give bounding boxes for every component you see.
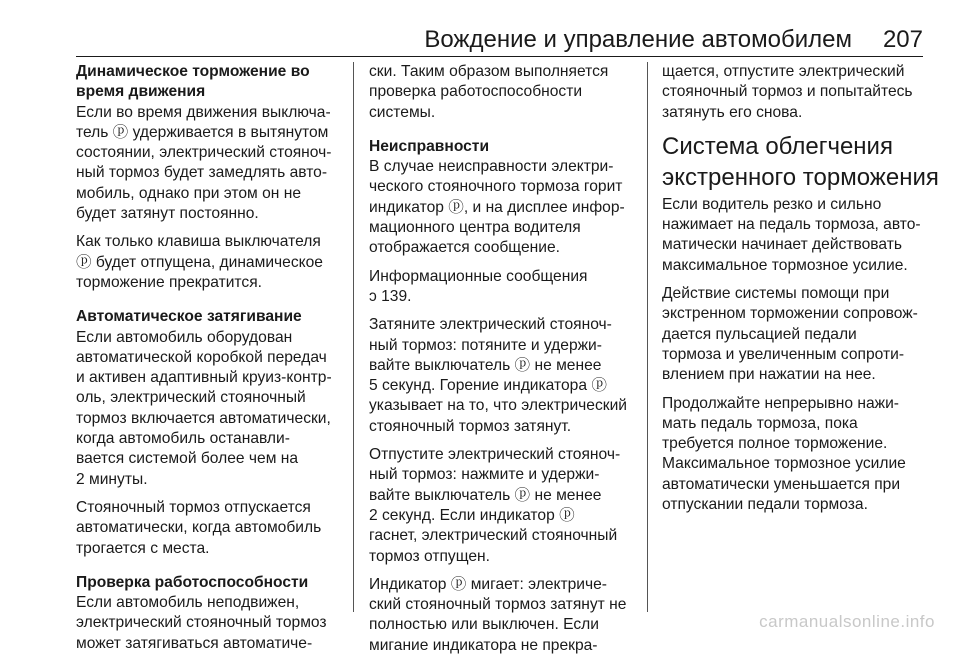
header-divider bbox=[76, 56, 923, 57]
paragraph bbox=[662, 284, 932, 385]
text-line: полностью или выключен. Если bbox=[369, 616, 599, 634]
text-line: Затяните электрический стояноч‐ bbox=[369, 316, 612, 334]
text-line: ский стояночный тормоз затянут не bbox=[369, 596, 627, 614]
text-line: может затягиваться автоматиче‐ bbox=[76, 634, 313, 652]
text-line: Стояночный тормоз отпускается bbox=[76, 498, 311, 516]
text-line: проверка работоспособности bbox=[369, 83, 583, 101]
text-line: Информационные сообщения bbox=[369, 267, 588, 285]
text-line: 2 минуты. bbox=[76, 470, 148, 488]
text-line: тормоза и увеличенным сопроти‐ bbox=[662, 345, 905, 363]
text-line: максимальное тормозное усилие. bbox=[662, 256, 908, 274]
text-line: щается, отпустите электрический bbox=[662, 63, 905, 80]
text-line: указывает на то, что электрический bbox=[369, 397, 627, 415]
text-line: нажимает на педаль тормоза, авто‐ bbox=[662, 216, 921, 234]
text-line: автоматической коробкой передач bbox=[76, 348, 327, 366]
text-line: будет затянут постоянно. bbox=[76, 205, 259, 223]
text-line: экстренном торможении сопровож‐ bbox=[662, 305, 918, 323]
text-line: Если автомобиль неподвижен, bbox=[76, 594, 300, 612]
paragraph bbox=[369, 157, 635, 258]
text-line: Если во время движения выключа‐ bbox=[76, 103, 331, 121]
text-line: автоматически уменьшается при bbox=[662, 475, 901, 493]
page-title: Вождение и управление автомобилем bbox=[424, 26, 852, 53]
text-line: Продолжайте непрерывно нажи‐ bbox=[662, 394, 899, 412]
text-line: системы. bbox=[369, 103, 436, 121]
paragraph bbox=[369, 62, 635, 123]
text-line: Динамическое торможение во bbox=[76, 63, 310, 80]
watermark: carmanualsonline.info bbox=[759, 612, 935, 631]
text-line: мационного центра водителя bbox=[369, 219, 581, 237]
text-line: гаснет, электрический стояночный bbox=[369, 527, 618, 545]
text-line: отображается сообщение. bbox=[369, 239, 560, 257]
text-line: и активен адаптивный круиз-контр‐ bbox=[76, 369, 332, 387]
text-line: стояночный тормоз и попытайтесь bbox=[662, 83, 913, 101]
section-heading bbox=[369, 137, 635, 157]
section-heading bbox=[76, 307, 344, 327]
text-line: электрический стояночный тормоз bbox=[76, 614, 327, 632]
text-line: Система облегчения bbox=[662, 132, 893, 160]
paragraph bbox=[662, 195, 932, 276]
text-line: индикатор ⓟ, и на дисплее инфор‐ bbox=[369, 198, 625, 216]
text-line: вайте выключатель ⓟ не менее bbox=[369, 356, 602, 374]
text-line: время движения bbox=[76, 83, 206, 101]
text-line: когда автомобиль останавли‐ bbox=[76, 430, 290, 448]
text-line: Максимальное тормозное усилие bbox=[662, 455, 906, 473]
column-2 bbox=[369, 62, 635, 664]
text-line: ↄ 139. bbox=[369, 287, 412, 305]
column-1 bbox=[76, 62, 344, 662]
paragraph bbox=[369, 445, 635, 567]
text-line: Если водитель резко и сильно bbox=[662, 195, 882, 213]
text-line: 2 секунд. Если индикатор ⓟ bbox=[369, 506, 575, 524]
text-line: 5 секунд. Горение индикатора ⓟ bbox=[369, 377, 607, 395]
text-line: ный тормоз: потяните и удержи‐ bbox=[369, 336, 602, 354]
text-line: влением при нажатии на нее. bbox=[662, 366, 876, 384]
text-line: отпускании педали тормоза. bbox=[662, 496, 868, 514]
text-line: Неисправности bbox=[369, 137, 490, 155]
paragraph bbox=[76, 328, 344, 490]
text-line: тормоз включается автоматически, bbox=[76, 409, 331, 427]
column-3 bbox=[662, 62, 939, 523]
paragraph bbox=[76, 103, 344, 225]
paragraph bbox=[76, 593, 344, 654]
text-line: ный тормоз будет замедлять авто‐ bbox=[76, 164, 328, 182]
paragraph bbox=[76, 232, 344, 293]
text-line: ски. Таким образом выполняется bbox=[369, 63, 609, 80]
text-line: торможение прекратится. bbox=[76, 273, 262, 291]
cross-reference[interactable] bbox=[369, 267, 635, 308]
section-heading bbox=[76, 62, 344, 103]
text-line: мать педаль тормоза, пока bbox=[662, 414, 858, 432]
text-line: Проверка работоспособности bbox=[76, 573, 309, 591]
text-line: состоянии, электрический стояноч‐ bbox=[76, 144, 332, 162]
text-line: ⓟ будет отпущена, динамическое bbox=[76, 253, 323, 271]
chapter-heading bbox=[662, 131, 939, 193]
text-line: ный тормоз: нажмите и удержи‐ bbox=[369, 466, 600, 484]
text-line: затянуть его снова. bbox=[662, 103, 803, 121]
text-line: Как только клавиша выключателя bbox=[76, 233, 321, 251]
paragraph bbox=[369, 575, 635, 656]
section-heading bbox=[76, 573, 344, 593]
text-line: стояночный тормоз затянут. bbox=[369, 417, 572, 435]
paragraph bbox=[662, 394, 932, 516]
text-line: тель ⓟ удерживается в вытянутом bbox=[76, 123, 329, 141]
column-divider-2 bbox=[647, 62, 648, 612]
text-line: мобиль, однако при этом он не bbox=[76, 184, 302, 202]
text-line: ческого стояночного тормоза горит bbox=[369, 178, 623, 196]
paragraph bbox=[662, 62, 932, 123]
text-line: автоматически, когда автомобиль bbox=[76, 519, 322, 537]
text-line: дается пульсацией педали bbox=[662, 325, 857, 343]
page-header bbox=[0, 0, 960, 60]
text-line: экстренного торможения bbox=[662, 163, 939, 191]
text-line: Если автомобиль оборудован bbox=[76, 328, 293, 346]
text-line: матически начинает действовать bbox=[662, 236, 902, 254]
text-line: оль, электрический стояночный bbox=[76, 389, 306, 407]
text-line: Действие системы помощи при bbox=[662, 285, 890, 303]
text-line: мигание индикатора не прекра‐ bbox=[369, 636, 598, 654]
text-line: вайте выключатель ⓟ не менее bbox=[369, 486, 602, 504]
text-line: тормоз отпущен. bbox=[369, 547, 490, 565]
text-line: Автоматическое затягивание bbox=[76, 308, 302, 326]
text-line: требуется полное торможение. bbox=[662, 435, 888, 453]
text-line: вается системой более чем на bbox=[76, 450, 299, 468]
paragraph bbox=[76, 498, 344, 559]
text-line: В случае неисправности электри‐ bbox=[369, 158, 614, 176]
text-line: Индикатор ⓟ мигает: электриче‐ bbox=[369, 575, 608, 593]
text-line: Отпустите электрический стояноч‐ bbox=[369, 446, 621, 464]
page-number: 207 bbox=[882, 26, 923, 53]
paragraph bbox=[369, 315, 635, 437]
column-divider-1 bbox=[353, 62, 354, 612]
text-line: трогается с места. bbox=[76, 539, 210, 557]
